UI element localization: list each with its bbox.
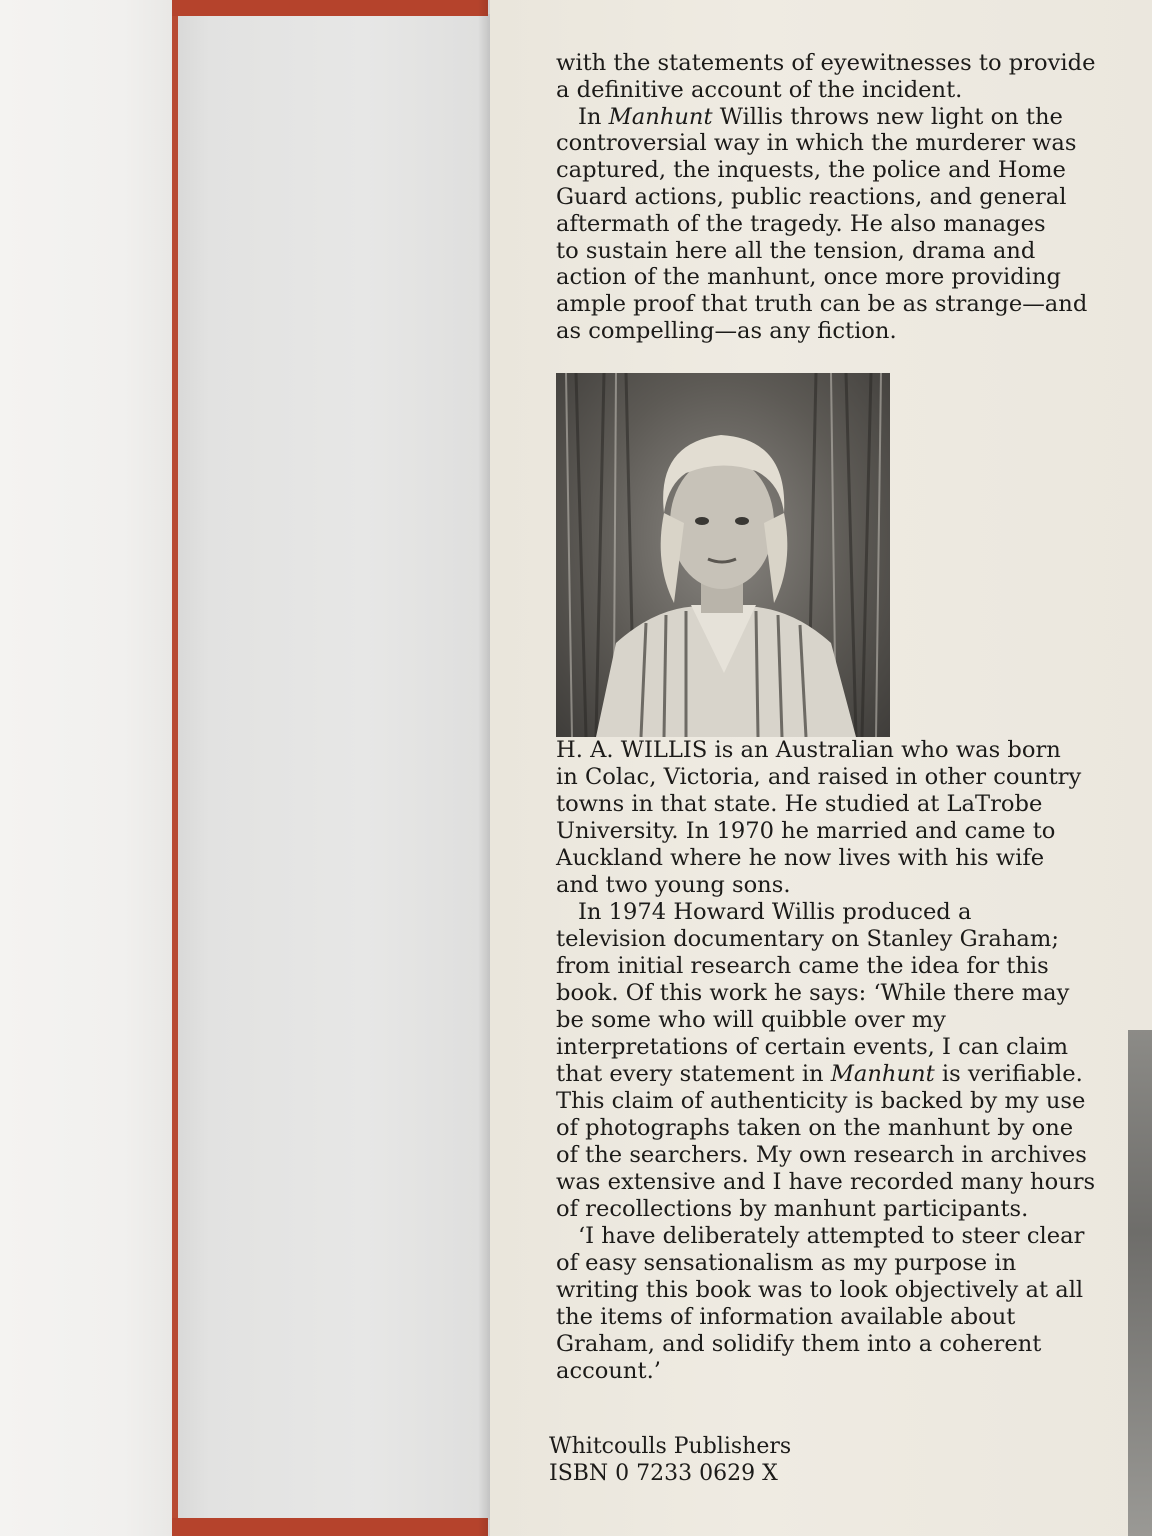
text-line: captured, the inquests, the police and Home [556,157,1066,184]
text-line: and two young sons. [556,872,791,898]
text-line: the items of information available about [556,1304,1016,1330]
text-line: book. Of this work he says: ‘While there may [556,980,1070,1006]
text-line: Auckland where he now lives with his wife [556,845,1045,871]
publisher-info [549,1433,1049,1487]
text-line: towns in that state. He studied at LaTrobe [556,791,1043,817]
text-line: was extensive and I have recorded many hours [556,1169,1096,1195]
isbn: ISBN 0 7233 0629 X [549,1461,778,1486]
text-line: from initial research came the idea for this [556,953,1049,979]
text-line: Guard actions, public reactions, and general [556,183,1067,210]
book-title-italic: Manhunt [830,1061,935,1087]
text-line: This claim of authenticity is backed by my use [556,1088,1086,1114]
text-line: account.’ [556,1358,661,1384]
text-line: a definitive account of the incident. [556,76,963,103]
spine-cloth-top [172,0,488,16]
text-line [556,1061,1116,1088]
text-line: of recollections by manhunt participants. [556,1196,1029,1222]
flap-description [556,50,1116,345]
text-line: University. In 1970 he married and came to [556,818,1056,844]
text-line: In 1974 Howard Willis produced a [578,899,972,925]
text-line: controversial way in which the murderer was [556,130,1077,157]
text-fragment: Willis throws new light on the [712,103,1063,130]
text-line: of photographs taken on the manhunt by one [556,1115,1074,1141]
book-title-italic: Manhunt [608,103,713,130]
text-line: aftermath of the tragedy. He also manages [556,210,1046,237]
text-line: Graham, and solidify them into a coherent [556,1331,1042,1357]
text-line: H. A. WILLIS is an Australian who was born [556,737,1061,763]
spine-cloth-left [172,0,178,1536]
text-line: as compelling—as any fiction. [556,317,897,344]
text-line [556,104,1116,131]
text-line: writing this book was to look objectively at all [556,1277,1084,1303]
author-photo [556,373,890,737]
text-line: to sustain here all the tension, drama and [556,237,1036,264]
text-line: of easy sensationalism as my purpose in [556,1250,1017,1276]
text-fragment: In [578,103,609,130]
author-bio [556,737,1116,1385]
text-line: television documentary on Stanley Graham; [556,926,1059,952]
text-line: interpretations of certain events, I can claim [556,1034,1068,1060]
text-line: ample proof that truth can be as strange—and [556,291,1088,318]
publisher-name: Whitcoulls Publishers [549,1434,792,1459]
cover-edge [1128,1030,1152,1536]
text-line: of the searchers. My own research in archives [556,1142,1087,1168]
endpaper [178,14,490,1520]
text-line: in Colac, Victoria, and raised in other country [556,764,1082,790]
text-line: ‘I have deliberately attempted to steer clear [578,1223,1085,1249]
text-line: be some who will quibble over my [556,1007,946,1033]
text-fragment: that every statement in [556,1061,831,1087]
book-board-edge [0,0,176,1536]
text-fragment: is verifiable. [934,1061,1083,1087]
text-line: with the statements of eyewitnesses to provide [556,50,1096,76]
text-line: action of the manhunt, once more providing [556,264,1061,291]
spine-cloth-bottom [172,1518,488,1536]
